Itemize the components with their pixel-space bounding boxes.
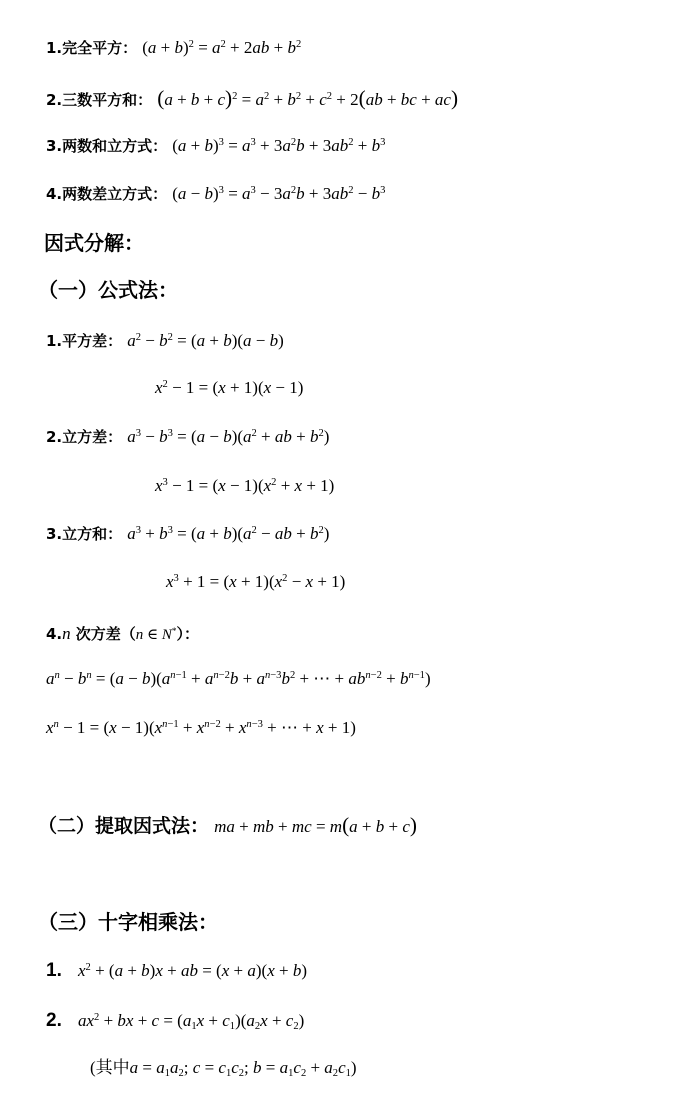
note-formula: $a = a_1a_2$; $c = c_1c_2$; $b = a_1c_2 + a_2c_1$ bbox=[129, 1058, 351, 1080]
sum-cubes-formula: $a^3 + b^3 = (a + b)(a^2$ − ab + $b^2$) bbox=[127, 524, 330, 543]
three-squares-formula: $(a + b + c)^2 = a^2 + b^2 + c^2 + 2(ab$ + bc + ac) bbox=[157, 86, 459, 110]
note-close: ) bbox=[350, 1058, 357, 1077]
cross-multiply-formula-2: $ax^2$ + bx + $c = (a_1x + c_1)(a_2x + c_2)$ bbox=[78, 1011, 305, 1033]
cross-multiply-line-1 bbox=[46, 961, 307, 980]
cross-multiply-note bbox=[90, 1058, 357, 1080]
nth-power-num: 4. bbox=[46, 625, 63, 643]
diff-cubes-label: 2.立方差： bbox=[46, 428, 123, 446]
sum-cube-label: 3.两数和立方式： bbox=[46, 137, 168, 155]
formula-line-sum-cube bbox=[46, 137, 385, 154]
formula-line-sum-cubes bbox=[46, 525, 329, 542]
formula-line-diff-cube bbox=[46, 185, 385, 202]
formula-method-heading: （一）公式法： bbox=[38, 278, 178, 302]
formula-line-diff-cubes bbox=[46, 428, 329, 445]
three-squares-label: 2.三数平方和： bbox=[46, 91, 153, 109]
diff-cubes-example: $x^3 - 1 = (x - 1)(x^2 + x + 1)$ bbox=[155, 476, 335, 495]
cross-multiply-num-2: 2. bbox=[46, 1010, 62, 1031]
diff-cubes-formula: $a^3 - b^3 = (a - b)(a^2$ + ab + $b^2$) bbox=[127, 427, 330, 446]
diff-cube-label: 4.两数差立方式： bbox=[46, 185, 168, 203]
sum-cubes-example: $x^3 + 1 = (x + 1)(x^2 - x + 1)$ bbox=[166, 572, 346, 591]
formula-line-nth-power-general bbox=[46, 670, 431, 687]
factorization-heading: 因式分解： bbox=[44, 231, 144, 255]
diff-squares-label: 1.平方差： bbox=[46, 332, 123, 350]
formula-line-nth-power-example bbox=[46, 719, 356, 736]
note-open: (其中 bbox=[90, 1058, 130, 1077]
common-factor-heading: （二）提取因式法： bbox=[38, 815, 210, 837]
perfect-square-formula: $(a + b)^2 = a^2 + 2ab + b^2$ bbox=[142, 38, 302, 57]
common-factor-formula: ma + mb + mc = m(a + b + c) bbox=[214, 813, 417, 837]
sum-cube-formula: $(a + b)^3 = a^3 + 3a^2b + 3ab^2 + b^3$ bbox=[172, 136, 386, 155]
formula-line-diff-squares-example bbox=[155, 379, 303, 396]
nth-power-condition: n ∈ N* bbox=[135, 626, 177, 643]
diff-squares-formula: $a^2 - b^2 = (a + b)(a - b)$ bbox=[127, 331, 284, 350]
diff-squares-example: $x^2 - 1 = (x + 1)(x - 1)$ bbox=[155, 378, 304, 397]
diff-cube-formula: $(a - b)^3 = a^3 - 3a^2b + 3ab^2 - b^3$ bbox=[172, 184, 386, 203]
formula-line-perfect-square bbox=[46, 39, 301, 56]
nth-power-n: n bbox=[62, 624, 71, 643]
formula-line-sum-cubes-example bbox=[166, 573, 345, 590]
nth-power-label: 次方差（ bbox=[75, 625, 136, 643]
formula-line-diff-squares bbox=[46, 332, 284, 349]
cross-multiply-formula-1: $x^2 + (a + b)x$ + ab = (x + a)(x + b) bbox=[78, 961, 307, 980]
cross-multiply-line-2 bbox=[46, 1010, 305, 1033]
nth-power-general-formula: $a^n - b^n = (a - b)(a^{n-1} + a^{n-2}b + a^{n-3}b^2$ + ⋯ + $ab^{n-2} + b^{n-1}$) bbox=[46, 669, 431, 688]
nth-power-example-formula: $x^n - 1 = (x - 1)(x^{n-1} + x^{n-2} + x^{n-3}$ + ⋯ + x + 1) bbox=[46, 718, 356, 737]
formula-line-nth-power-diff-label bbox=[46, 625, 199, 643]
sum-cubes-label: 3.立方和： bbox=[46, 525, 123, 543]
perfect-square-label: 1.完全平方： bbox=[46, 39, 138, 57]
formula-line-diff-cubes-example bbox=[155, 477, 334, 494]
common-factor-line bbox=[38, 815, 417, 836]
nth-power-label-close: ）： bbox=[176, 625, 200, 643]
cross-multiply-heading: （三）十字相乘法： bbox=[38, 910, 218, 934]
cross-multiply-num-1: 1. bbox=[46, 960, 62, 981]
formula-line-three-squares bbox=[46, 88, 458, 109]
